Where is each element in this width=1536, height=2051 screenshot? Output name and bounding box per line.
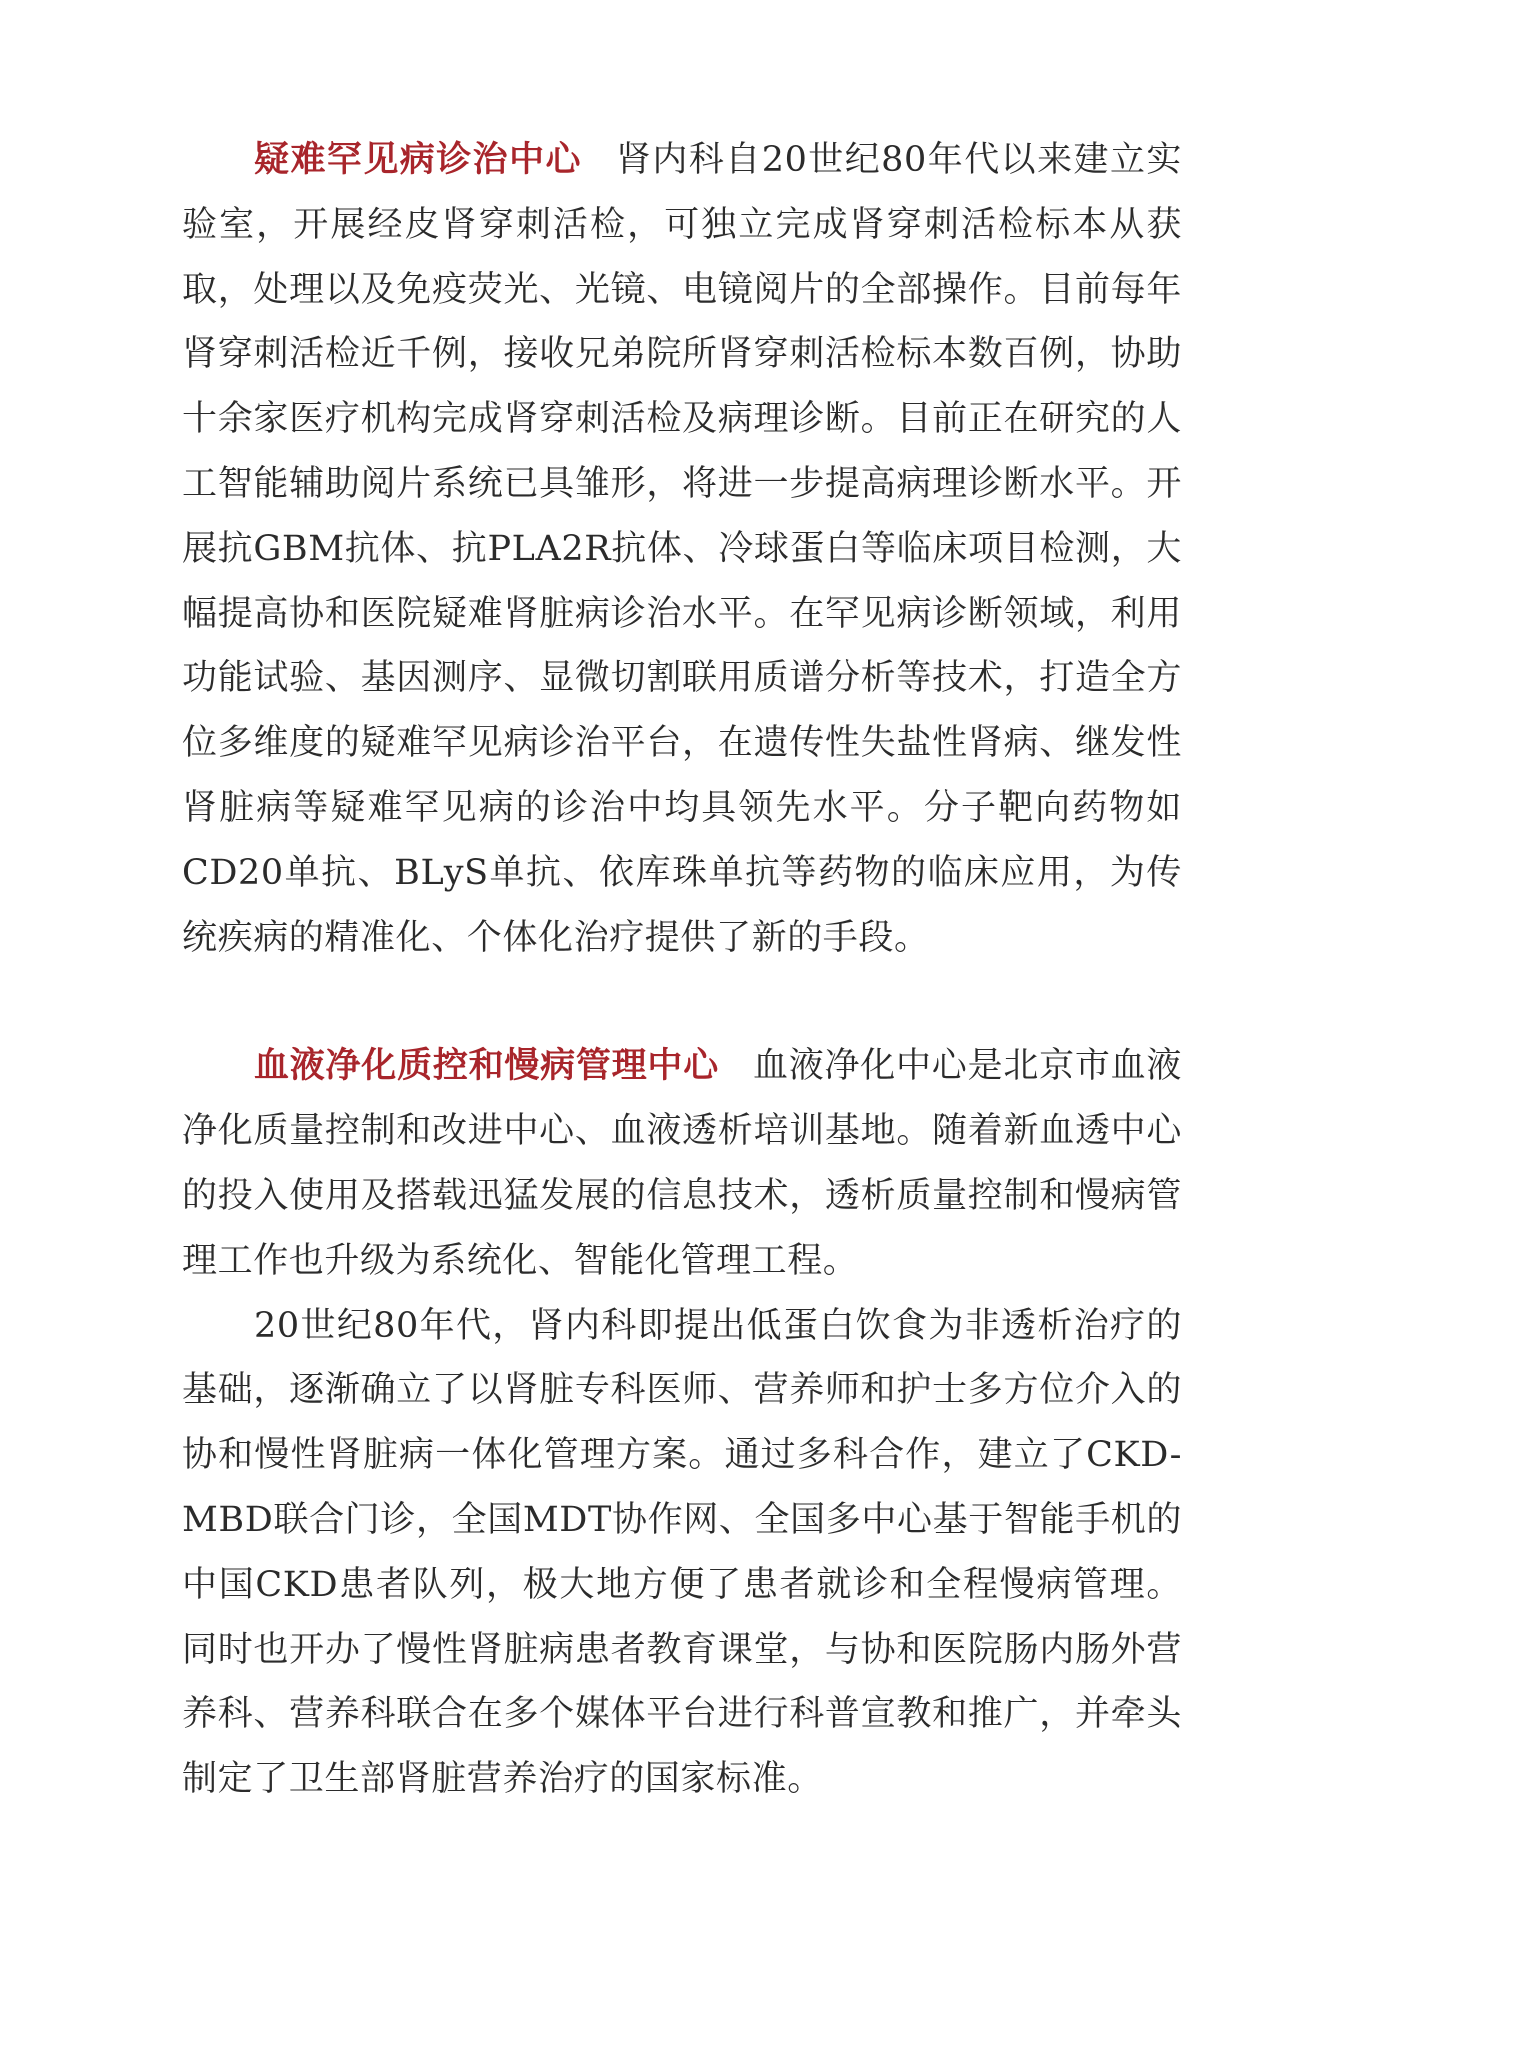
document-page (182, 128, 1182, 1812)
section-body-rare-disease-center: 肾内科自20世纪80年代以来建立实验室，开展经皮肾穿刺活检，可独立完成肾穿刺活检标本从获取，处理以及免疫荧光、光镜、电镜阅片的全部操作。目前每年肾穿刺活检近千例，接收兄弟院所肾穿刺活检标本数百例，协助十余家医疗机构完成肾穿刺活检及病理诊断。目前正在研究的人工智能辅助阅片系统已具雏形，将进一步提高病理诊断水平。开展抗GBM抗体、抗PLA2R抗体、冷球蛋白等临床项目检测，大幅提高协和医院疑难肾脏病诊治水平。在罕见病诊断领域，利用功能试验、基因测序、显微切割联用质谱分析等技术，打造全方位多维度的疑难罕见病诊治平台，在遗传性失盐性肾病、继发性肾脏病等疑难罕见病的诊治中均具领先水平。分子靶向药物如CD20单抗、BLyS单抗、依库珠单抗等药物的临床应用，为传统疾病的精准化、个体化治疗提供了新的手段。 (182, 140, 1182, 958)
section-heading-rare-disease-center: 疑难罕见病诊治中心 (254, 139, 582, 180)
paragraph-rare-disease-center (182, 128, 1182, 970)
paragraph-blood-purification-center (182, 1034, 1182, 1293)
paragraph-ckd-management (182, 1294, 1182, 1812)
section-body-ckd-management: 20世纪80年代，肾内科即提出低蛋白饮食为非透析治疗的基础，逐渐确立了以肾脏专科医师、营养师和护士多方位介入的协和慢性肾脏病一体化管理方案。通过多科合作，建立了CKD-MBD联合门诊，全国MDT协作网、全国多中心基于智能手机的中国CKD患者队列，极大地方便了患者就诊和全程慢病管理。同时也开办了慢性肾脏病患者教育课堂，与协和医院肠内肠外营养科、营养科联合在多个媒体平台进行科普宣教和推广，并牵头制定了卫生部肾脏营养治疗的国家标准。 (182, 1305, 1182, 1800)
section-heading-blood-purification-center: 血液净化质控和慢病管理中心 (254, 1045, 719, 1087)
section-body-blood-purification-center: 血液净化中心是北京市血液净化质量控制和改进中心、血液透析培训基地。随着新血透中心的投入使用及搭载迅猛发展的信息技术，透析质量控制和慢病管理工作也升级为系统化、智能化管理工程。 (182, 1046, 1182, 1281)
